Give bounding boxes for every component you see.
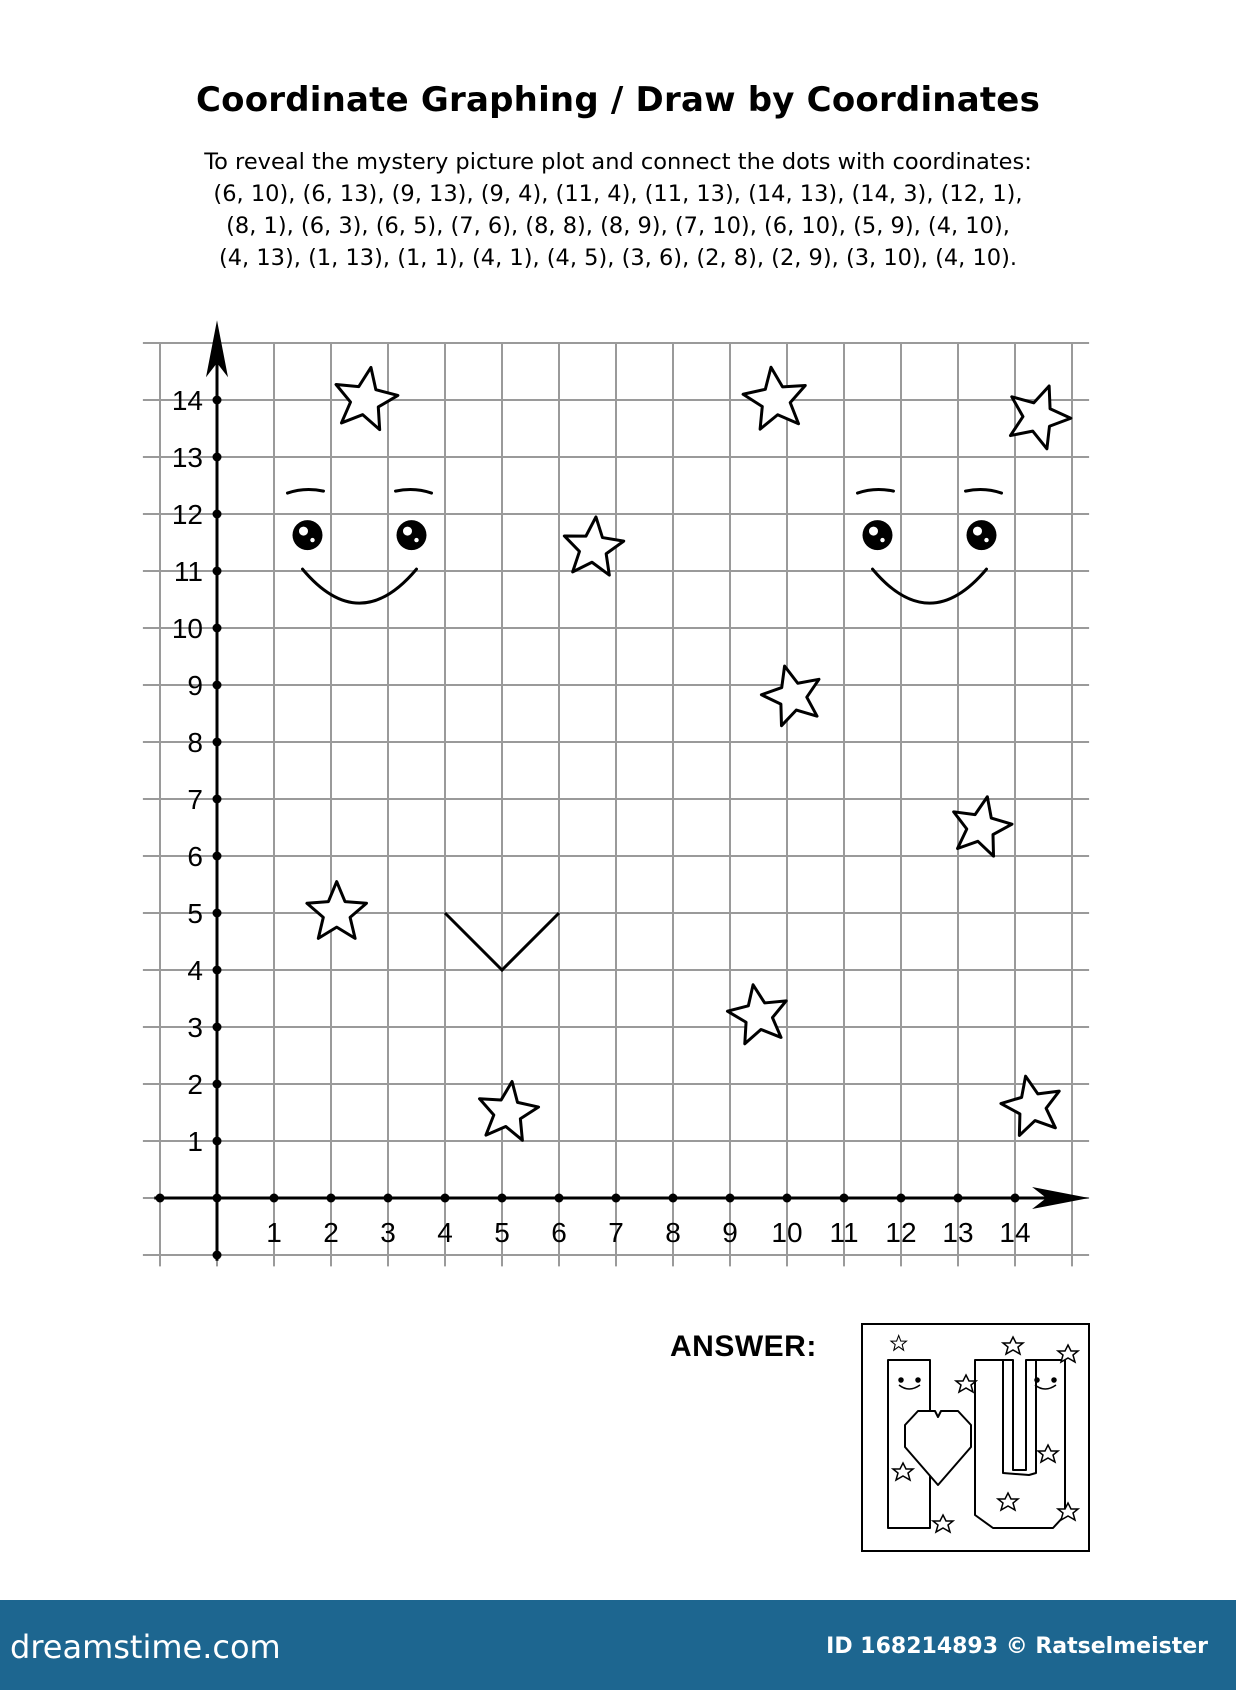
y-tick-label: 2 <box>187 1069 203 1100</box>
x-tick-dot <box>954 1194 963 1203</box>
x-tick-label: 2 <box>323 1217 339 1248</box>
x-tick-dot <box>441 1194 450 1203</box>
footer-bar <box>0 1600 1236 1690</box>
y-tick-label: 6 <box>187 841 203 872</box>
x-tick-label: 10 <box>771 1217 803 1248</box>
y-tick-label: 12 <box>171 499 203 530</box>
y-tick-label: 10 <box>171 613 203 644</box>
star-icon <box>307 882 367 939</box>
y-tick-dot <box>213 1023 222 1032</box>
x-tick-dot <box>897 1194 906 1203</box>
x-tick-label: 4 <box>437 1217 453 1248</box>
y-tick-label: 1 <box>187 1126 203 1157</box>
y-tick-dot <box>213 1137 222 1146</box>
coordinate-list-line: (8, 1), (6, 3), (6, 5), (7, 6), (8, 8), (8, 9), (7, 10), (6, 10), (5, 9), (4, 10), <box>226 213 1010 239</box>
answer-label: ANSWER: <box>670 1330 817 1363</box>
star-icon <box>475 1077 542 1141</box>
y-tick-dot <box>213 852 222 861</box>
y-tick-dot <box>213 795 222 804</box>
y-tick-dot <box>213 567 222 576</box>
y-tick-dot <box>213 396 222 405</box>
answer-picture-icon <box>863 1325 1088 1550</box>
x-tick-dot <box>384 1194 393 1203</box>
instruction-line: To reveal the mystery picture plot and connect the dots with coordinates: <box>204 149 1032 175</box>
y-tick-label: 4 <box>187 955 203 986</box>
x-tick-label: 3 <box>380 1217 396 1248</box>
y-tick-dot <box>213 681 222 690</box>
y-tick-dot <box>213 966 222 975</box>
page-title: Coordinate Graphing / Draw by Coordinates <box>195 80 1041 120</box>
x-tick-dot <box>270 1194 279 1203</box>
logo-wordmark: dreamstime <box>10 1628 203 1666</box>
y-tick-label: 7 <box>187 784 203 815</box>
y-tick-dot <box>213 909 222 918</box>
x-tick-dot <box>327 1194 336 1203</box>
axis-dot <box>213 1251 222 1260</box>
coordinate-list-line: (4, 13), (1, 13), (1, 1), (4, 1), (4, 5), (3, 6), (2, 8), (2, 9), (3, 10), (4, 10). <box>218 245 1018 271</box>
x-tick-label: 6 <box>551 1217 567 1248</box>
y-tick-dot <box>213 738 222 747</box>
y-tick-dot <box>213 453 222 462</box>
x-tick-dot <box>555 1194 564 1203</box>
axis-dot <box>156 1194 165 1203</box>
x-tick-dot <box>1011 1194 1020 1203</box>
star-icon <box>996 1070 1066 1138</box>
y-tick-label: 5 <box>187 898 203 929</box>
x-tick-label: 11 <box>829 1217 859 1248</box>
stars <box>307 362 1079 1142</box>
y-tick-label: 14 <box>171 385 203 416</box>
axes <box>154 320 1089 1260</box>
y-tick-dot <box>213 1080 222 1089</box>
star-icon <box>724 980 793 1046</box>
x-tick-label: 9 <box>722 1217 738 1248</box>
x-tick-label: 5 <box>494 1217 510 1248</box>
star-icon <box>740 363 811 431</box>
x-tick-dot <box>612 1194 621 1203</box>
y-tick-dot <box>213 510 222 519</box>
x-tick-dot <box>783 1194 792 1203</box>
faces <box>288 490 1002 604</box>
smiley-face-icon <box>858 490 1002 604</box>
star-icon <box>330 362 402 432</box>
y-tick-label: 11 <box>173 556 203 587</box>
origin-dot <box>213 1194 222 1203</box>
y-tick-label: 8 <box>187 727 203 758</box>
x-tick-dot <box>726 1194 735 1203</box>
x-tick-label: 7 <box>608 1217 624 1248</box>
y-tick-dot <box>213 624 222 633</box>
image-credit: ID 168214893 © Ratselmeister <box>826 1634 1208 1659</box>
y-tick-label: 9 <box>187 670 203 701</box>
y-tick-label: 13 <box>171 442 203 473</box>
x-tick-label: 13 <box>942 1217 974 1248</box>
star-icon <box>946 791 1016 859</box>
answer-thumbnail <box>861 1323 1090 1552</box>
x-tick-dot <box>498 1194 507 1203</box>
x-tick-label: 1 <box>266 1217 282 1248</box>
x-tick-label: 8 <box>665 1217 681 1248</box>
grid-lines <box>143 343 1089 1266</box>
y-tick-label: 3 <box>187 1012 203 1043</box>
site-logo[interactable] <box>10 1628 281 1666</box>
star-icon <box>999 375 1078 453</box>
logo-domain: .com <box>202 1628 281 1666</box>
x-tick-dot <box>840 1194 849 1203</box>
coordinate-list-line: (6, 10), (6, 13), (9, 13), (9, 4), (11, 4), (11, 13), (14, 13), (14, 3), (12, 1), <box>213 181 1023 207</box>
smiley-face-icon <box>288 490 432 604</box>
x-tick-dot <box>669 1194 678 1203</box>
x-tick-label: 12 <box>885 1217 917 1248</box>
star-icon <box>756 658 828 728</box>
x-tick-label: 14 <box>999 1217 1031 1248</box>
